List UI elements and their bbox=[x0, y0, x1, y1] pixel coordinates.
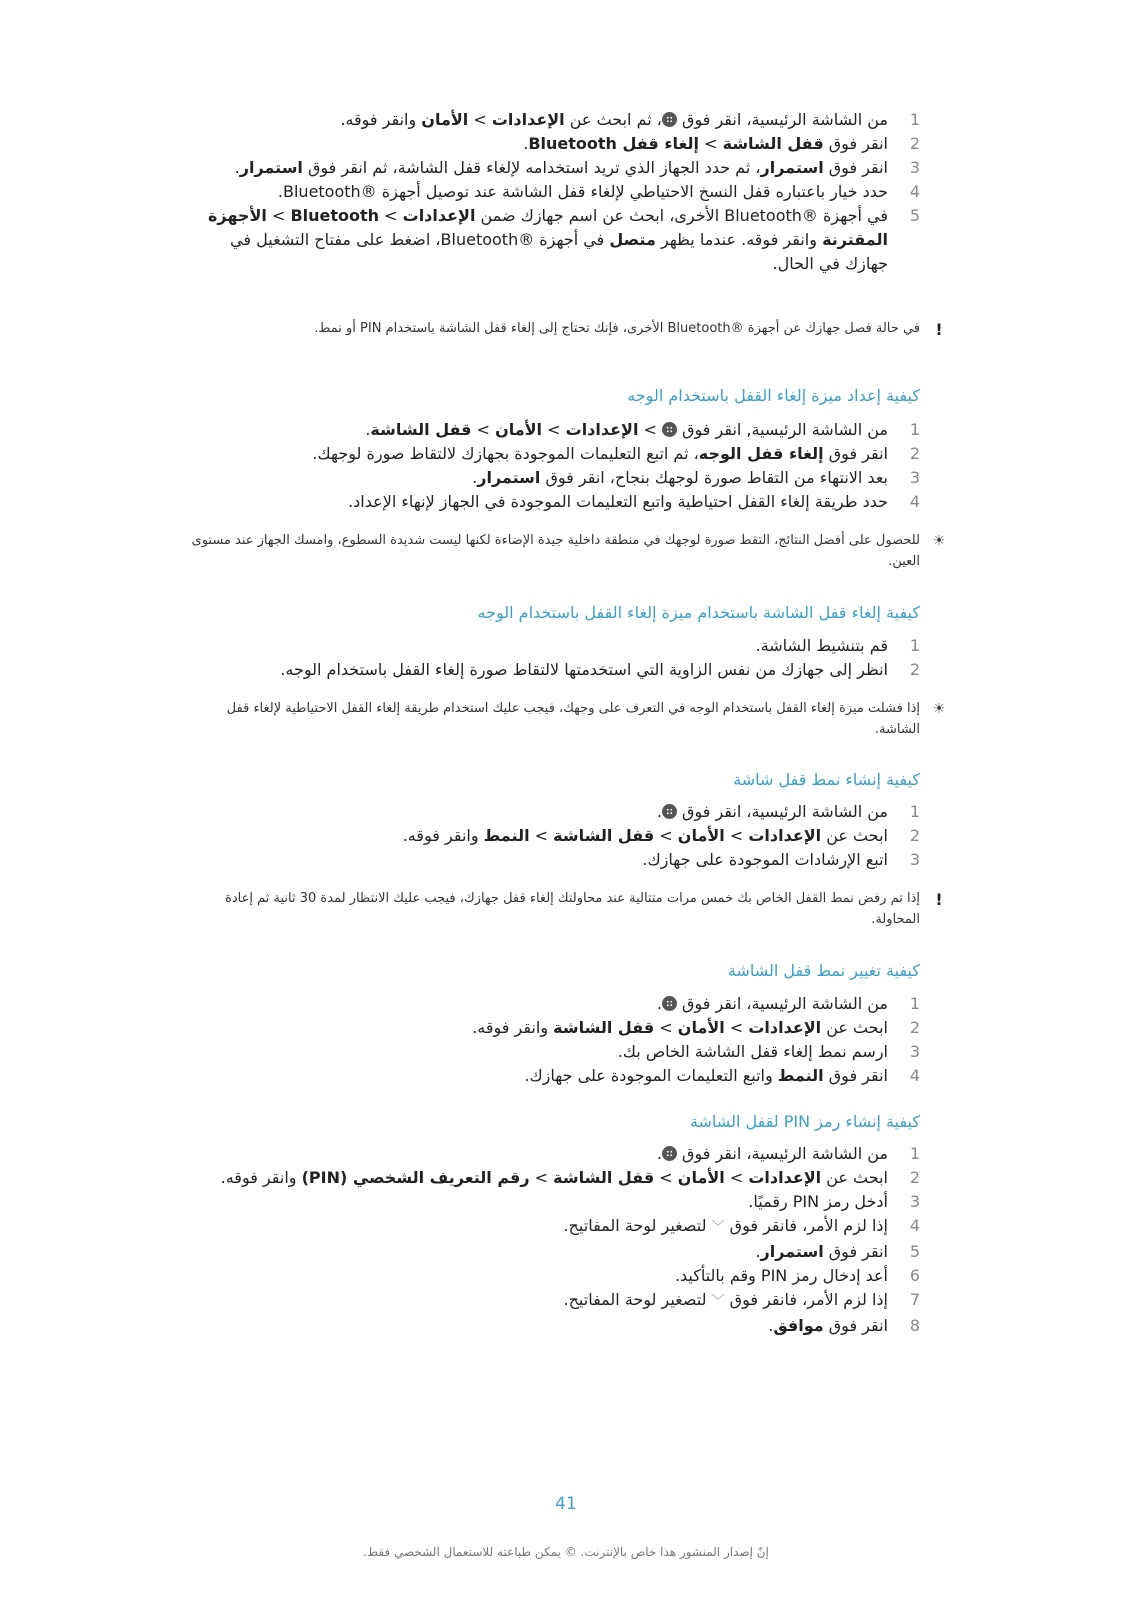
step-text: > bbox=[379, 206, 403, 225]
step-number: 3 bbox=[909, 158, 920, 177]
step-text: لتصغير لوحة المفاتيح. bbox=[563, 1290, 712, 1309]
step-list bbox=[200, 634, 920, 682]
step-text: ابحث عن bbox=[821, 1168, 888, 1187]
tip-note bbox=[185, 530, 946, 572]
step-item bbox=[200, 1314, 920, 1338]
ui-label: الإعدادات bbox=[491, 110, 565, 129]
step-item bbox=[200, 1064, 920, 1088]
step-number: 8 bbox=[909, 1316, 920, 1335]
step-text: > bbox=[529, 826, 554, 845]
step-text: في أجهزة ®Bluetooth الأخرى، ابحث عن اسم جهازك ضمن bbox=[475, 206, 888, 225]
step-text: وانقر فوقه. عندما يظهر bbox=[655, 230, 823, 249]
ui-label: استمرار bbox=[477, 468, 541, 487]
page-number: 41 bbox=[555, 1494, 577, 1514]
ui-label: قفل الشاشة bbox=[722, 134, 824, 153]
step-item bbox=[200, 848, 920, 872]
step-text: . bbox=[472, 468, 478, 487]
step-number: 2 bbox=[909, 1018, 920, 1037]
step-text: أعد إدخال رمز PIN وقم بالتأكيد. bbox=[674, 1266, 888, 1285]
step-item bbox=[200, 658, 920, 682]
ui-label: استمرار bbox=[239, 158, 303, 177]
step-item bbox=[200, 1040, 920, 1064]
ui-label: الأمان bbox=[495, 420, 543, 439]
step-text: > bbox=[654, 826, 678, 845]
ui-label: الأمان bbox=[677, 826, 725, 845]
ui-label: الأمان bbox=[677, 1168, 725, 1187]
ui-label: قفل الشاشة bbox=[553, 1018, 655, 1037]
step-text: وانقر فوقه. bbox=[340, 110, 422, 129]
step-number: 3 bbox=[909, 850, 920, 869]
step-text: بعد الانتهاء من التقاط صورة لوجهك بنجاح، انقر فوق bbox=[540, 468, 888, 487]
step-text: وانقر فوقه. bbox=[402, 826, 484, 845]
step-text: > bbox=[529, 1168, 554, 1187]
ui-label: Bluetooth bbox=[290, 206, 380, 225]
step-item bbox=[200, 132, 920, 156]
step-text: > bbox=[724, 1168, 749, 1187]
step-item bbox=[200, 1288, 920, 1314]
step-text: > bbox=[654, 1168, 678, 1187]
step-list bbox=[200, 800, 920, 872]
step-text: من الشاشة الرئيسية, انقر فوق bbox=[677, 420, 888, 439]
step-item bbox=[200, 466, 920, 490]
step-text: . bbox=[656, 994, 662, 1013]
step-number: 3 bbox=[909, 1192, 920, 1211]
step-number: 4 bbox=[909, 492, 920, 511]
step-text: . bbox=[768, 1316, 774, 1335]
step-text: > bbox=[724, 826, 749, 845]
step-text: حدد طريقة إلغاء القفل احتياطية واتبع التعليمات الموجودة في الجهاز لإنهاء الإعداد. bbox=[348, 492, 888, 511]
step-item bbox=[200, 490, 920, 514]
apps-icon bbox=[662, 804, 677, 819]
step-text: . bbox=[523, 134, 529, 153]
step-text: وانقر فوقه. bbox=[472, 1018, 554, 1037]
step-text: انقر فوق bbox=[823, 1242, 888, 1261]
step-item bbox=[200, 156, 920, 180]
step-text: > bbox=[724, 1018, 749, 1037]
step-number: 3 bbox=[909, 1042, 920, 1061]
step-text: لتصغير لوحة المفاتيح. bbox=[563, 1216, 712, 1235]
ui-label: الإعدادات bbox=[565, 420, 639, 439]
step-item bbox=[200, 204, 920, 276]
step-item bbox=[200, 1190, 920, 1214]
step-item bbox=[200, 1016, 920, 1040]
section-heading: كيفية إعداد ميزة إلغاء القفل باستخدام الوجه bbox=[627, 386, 920, 405]
step-number: 1 bbox=[909, 110, 920, 129]
section-heading: كيفية إنشاء رمز PIN لقفل الشاشة bbox=[689, 1112, 920, 1131]
step-text: ابحث عن bbox=[821, 1018, 888, 1037]
ui-label: قفل الشاشة bbox=[553, 1168, 655, 1187]
step-number: 2 bbox=[909, 826, 920, 845]
step-text: ، ثم حدد الجهاز الذي تريد استخدامه لإلغاء قفل الشاشة، ثم انقر فوق bbox=[302, 158, 761, 177]
step-text: انقر فوق bbox=[823, 1316, 888, 1335]
step-number: 5 bbox=[909, 1242, 920, 1261]
step-list bbox=[200, 992, 920, 1088]
step-text: . bbox=[365, 420, 371, 439]
step-text: انظر إلى جهازك من نفس الزاوية التي استخدمتها لالتقاط صورة إلغاء القفل باستخدام الوجه. bbox=[280, 660, 888, 679]
section-face-unlock-setup bbox=[200, 418, 920, 514]
step-number: 7 bbox=[909, 1290, 920, 1309]
step-number: 6 bbox=[909, 1266, 920, 1285]
apps-icon bbox=[662, 1146, 677, 1161]
step-item bbox=[200, 180, 920, 204]
step-text: . bbox=[656, 802, 662, 821]
step-item bbox=[200, 108, 920, 132]
step-number: 1 bbox=[909, 636, 920, 655]
step-text: في أجهزة ®Bluetooth، اضغط على مفتاح التشغيل في جهازك في الحال. bbox=[230, 230, 888, 273]
section-heading: كيفية إنشاء نمط قفل شاشة bbox=[733, 770, 920, 789]
step-text: انقر فوق bbox=[823, 134, 888, 153]
step-text: انقر فوق bbox=[823, 158, 888, 177]
step-text: ابحث عن bbox=[821, 826, 888, 845]
step-text: . bbox=[755, 1242, 761, 1261]
note-text: إذا فشلت ميزة إلغاء القفل باستخدام الوجه في التعرف على وجهك، فيجب عليك استخدام طريقة إلغاء القفل الاحتياطية لإلغاء قفل الشاشة. bbox=[226, 701, 920, 737]
step-number: 1 bbox=[909, 802, 920, 821]
note-text: إذا تم رفض نمط القفل الخاص بك خمس مرات متتالية عند محاولتك إلغاء قفل جهازك، فيجب عليك الانتظار لمدة 30 ثانية ثم إعادة المحاولة. bbox=[225, 891, 920, 927]
step-item bbox=[200, 442, 920, 466]
section-create-pattern bbox=[200, 800, 920, 872]
footer-disclaimer: إنّ إصدار المنشور هذا خاص بالإنترنت. © يمكن طباعته للاستعمال الشخصي فقط. bbox=[363, 1545, 769, 1559]
ui-label: موافق bbox=[773, 1316, 824, 1335]
step-item bbox=[200, 1166, 920, 1190]
step-list bbox=[200, 1142, 920, 1338]
step-text: قم بتنشيط الشاشة. bbox=[755, 636, 888, 655]
section-change-pattern bbox=[200, 992, 920, 1088]
step-text: > bbox=[468, 110, 492, 129]
ui-label: الإعدادات bbox=[402, 206, 476, 225]
step-text: . bbox=[656, 1144, 662, 1163]
section-heading: كيفية إلغاء قفل الشاشة باستخدام ميزة إلغاء القفل باستخدام الوجه bbox=[477, 603, 920, 622]
step-text: وانقر فوقه. bbox=[220, 1168, 302, 1187]
step-text: من الشاشة الرئيسية، انقر فوق bbox=[676, 1144, 888, 1163]
step-text: > bbox=[638, 420, 663, 439]
tip-note bbox=[185, 698, 946, 740]
step-text: > bbox=[542, 420, 566, 439]
step-text: > bbox=[471, 420, 496, 439]
step-text: من الشاشة الرئيسية، انقر فوق bbox=[676, 110, 888, 129]
ui-label: الأمان bbox=[421, 110, 469, 129]
step-text: أدخل رمز PIN رقميًا. bbox=[748, 1192, 888, 1211]
step-item bbox=[200, 634, 920, 658]
step-text: واتبع التعليمات الموجودة على جهازك. bbox=[524, 1066, 778, 1085]
step-text: ، ثم ابحث عن bbox=[564, 110, 662, 129]
step-item bbox=[200, 1214, 920, 1240]
section-create-pin bbox=[200, 1142, 920, 1338]
exclamation-icon: ! bbox=[935, 320, 943, 339]
step-text: > bbox=[654, 1018, 678, 1037]
step-text: > bbox=[266, 206, 291, 225]
exclamation-icon: ! bbox=[935, 890, 943, 909]
step-item bbox=[200, 418, 920, 442]
note-text: في حالة فصل جهازك عن أجهزة ®Bluetooth الأخرى، فإنك تحتاج إلى إلغاء قفل الشاشة باستخدام PIN أو نمط. bbox=[314, 321, 920, 336]
step-number: 4 bbox=[909, 182, 920, 201]
ui-label: رقم التعريف الشخصي (PIN) bbox=[301, 1168, 530, 1187]
ui-label: إلغاء قفل Bluetooth bbox=[528, 134, 700, 153]
step-number: 4 bbox=[909, 1216, 920, 1235]
step-item bbox=[200, 800, 920, 824]
note-text: للحصول على أفضل النتائج، التقط صورة لوجهك في منطقة داخلية جيدة الإضاءة لكنها ليست شديدة السطوع، وامسك الجهاز عند مستوى العين. bbox=[191, 533, 920, 569]
step-item bbox=[200, 1240, 920, 1264]
step-text: إذا لزم الأمر، فانقر فوق bbox=[724, 1216, 888, 1235]
lightbulb-icon: ☀ bbox=[932, 701, 946, 717]
ui-label: الإعدادات bbox=[748, 826, 822, 845]
chevron-down-icon: ﹀ bbox=[711, 1220, 725, 1235]
ui-label: الأجهزة المقترنة bbox=[207, 206, 888, 249]
step-list bbox=[200, 108, 920, 276]
step-text: إذا لزم الأمر، فانقر فوق bbox=[724, 1290, 888, 1309]
step-text: من الشاشة الرئيسية، انقر فوق bbox=[676, 994, 888, 1013]
step-number: 1 bbox=[909, 420, 920, 439]
apps-icon bbox=[662, 996, 677, 1011]
apps-icon bbox=[662, 112, 677, 127]
ui-label: استمرار bbox=[760, 1242, 824, 1261]
chevron-down-icon: ﹀ bbox=[711, 1294, 725, 1309]
step-text: > bbox=[699, 134, 723, 153]
step-number: 2 bbox=[909, 444, 920, 463]
ui-label: الإعدادات bbox=[748, 1018, 822, 1037]
step-number: 1 bbox=[909, 994, 920, 1013]
step-text: انقر فوق bbox=[823, 444, 888, 463]
step-number: 1 bbox=[909, 1144, 920, 1163]
step-list bbox=[200, 418, 920, 514]
section-face-unlock-use bbox=[200, 634, 920, 682]
step-text: من الشاشة الرئيسية، انقر فوق bbox=[676, 802, 888, 821]
warning-note bbox=[185, 318, 943, 339]
apps-icon bbox=[662, 422, 677, 437]
step-number: 2 bbox=[909, 1168, 920, 1187]
step-item bbox=[200, 824, 920, 848]
ui-label: قفل الشاشة bbox=[553, 826, 655, 845]
ui-label: متصل bbox=[609, 230, 656, 249]
section-bluetooth-unlock bbox=[200, 108, 920, 276]
step-text: ارسم نمط إلغاء قفل الشاشة الخاص بك. bbox=[617, 1042, 888, 1061]
step-text: حدد خيار باعتباره قفل النسخ الاحتياطي لإلغاء قفل الشاشة عند توصيل أجهزة ®Bluetooth. bbox=[277, 182, 888, 201]
step-text: انقر فوق bbox=[823, 1066, 888, 1085]
step-number: 5 bbox=[909, 206, 920, 225]
step-text: اتبع الإرشادات الموجودة على جهازك. bbox=[642, 850, 888, 869]
lightbulb-icon: ☀ bbox=[932, 533, 946, 549]
ui-label: النمط bbox=[483, 826, 530, 845]
ui-label: استمرار bbox=[760, 158, 824, 177]
step-text: ، ثم اتبع التعليمات الموجودة بجهازك لالتقاط صورة لوجهك. bbox=[312, 444, 699, 463]
step-number: 4 bbox=[909, 1066, 920, 1085]
step-item bbox=[200, 1142, 920, 1166]
step-number: 2 bbox=[909, 134, 920, 153]
warning-note bbox=[185, 888, 943, 930]
step-item bbox=[200, 1264, 920, 1288]
ui-label: قفل الشاشة bbox=[370, 420, 472, 439]
step-item bbox=[200, 992, 920, 1016]
section-heading: كيفية تغيير نمط قفل الشاشة bbox=[727, 961, 920, 980]
ui-label: الأمان bbox=[677, 1018, 725, 1037]
ui-label: النمط bbox=[777, 1066, 824, 1085]
step-number: 3 bbox=[909, 468, 920, 487]
step-text: . bbox=[234, 158, 240, 177]
ui-label: إلغاء قفل الوجه bbox=[698, 444, 824, 463]
ui-label: الإعدادات bbox=[748, 1168, 822, 1187]
step-number: 2 bbox=[909, 660, 920, 679]
